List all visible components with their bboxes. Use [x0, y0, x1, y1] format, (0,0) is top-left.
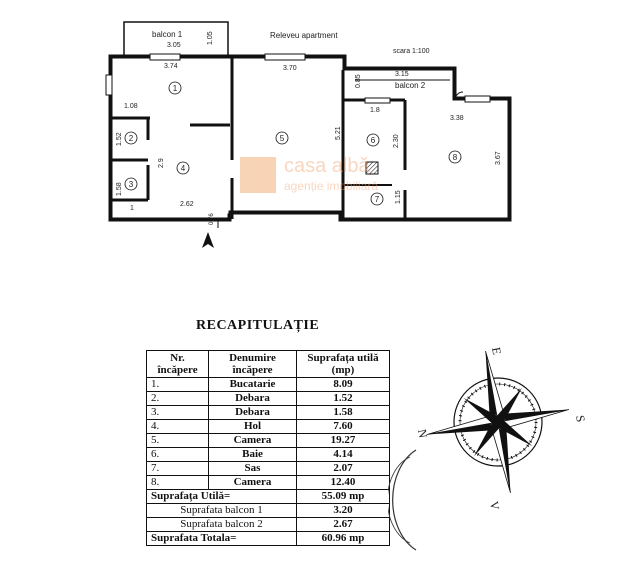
- table-header-row: [147, 351, 390, 378]
- balcony-1-area-value: 3.20: [296, 504, 389, 518]
- dim-label: 1.05: [207, 31, 214, 45]
- dim-label: 3.67: [495, 151, 502, 165]
- room-area: 12.40: [296, 476, 389, 490]
- room-nr: 1.: [147, 378, 209, 392]
- room-number: 4: [180, 164, 186, 173]
- balcony-2-label: balcon 2: [395, 81, 426, 90]
- room-area: 2.07: [296, 462, 389, 476]
- window: [106, 75, 112, 95]
- room-area: 1.58: [296, 406, 389, 420]
- dim-label: 1.08: [124, 103, 138, 110]
- useful-area-label: Suprafața Utilă=: [147, 490, 297, 504]
- compass-rose-icon: [410, 330, 590, 520]
- plan-scale: scara 1:100: [393, 48, 430, 55]
- dim-label: 3.38: [450, 115, 464, 122]
- dim-label: 1.52: [116, 132, 123, 146]
- dim-label: 1.58: [116, 182, 123, 196]
- useful-area-row: [147, 490, 390, 504]
- compass-south-label: S: [573, 414, 588, 424]
- dim-label: 1.15: [395, 190, 402, 204]
- room-area: 7.60: [296, 420, 389, 434]
- room-number: 6: [370, 136, 376, 145]
- balcony-2-row: [147, 518, 390, 532]
- total-area-value: 60.96 mp: [296, 532, 389, 546]
- dim-label: 0.85: [355, 74, 362, 88]
- balcony-1-area-label: Suprafata balcon 1: [147, 504, 297, 518]
- table-row: [147, 378, 390, 392]
- col-header-number: Nr. încăpere: [147, 351, 209, 378]
- compass-north-label: N: [415, 428, 431, 440]
- room-marker: [125, 178, 137, 190]
- dim-label: 2.9: [158, 158, 165, 168]
- watermark-logo: [240, 157, 470, 197]
- room-area: 19.27: [296, 434, 389, 448]
- table-row: [147, 476, 390, 490]
- room-nr: 8.: [147, 476, 209, 490]
- balcony-2-area-value: 2.67: [296, 518, 389, 532]
- table-row: [147, 448, 390, 462]
- room-area: 1.52: [296, 392, 389, 406]
- dim-label: 3.74: [164, 63, 178, 70]
- room-number: 2: [128, 134, 134, 143]
- total-area-row: [147, 532, 390, 546]
- room-marker: [169, 82, 181, 94]
- dim-label: 2.62: [180, 201, 194, 208]
- room-nr: 6.: [147, 448, 209, 462]
- dim-label: 2.30: [393, 134, 400, 148]
- plan-header: Releveu apartment: [270, 31, 338, 40]
- col-header-name: Denumire încăpere: [209, 351, 297, 378]
- window: [150, 54, 180, 60]
- dim-label: 5.21: [335, 126, 342, 140]
- dim-label: 3.15: [395, 71, 409, 78]
- balcony-1-row: [147, 504, 390, 518]
- room-nr: 5.: [147, 434, 209, 448]
- recap-title: RECAPITULAȚIE: [196, 318, 320, 333]
- room-name: Sas: [209, 462, 297, 476]
- useful-area-value: 55.09 mp: [296, 490, 389, 504]
- room-name: Camera: [209, 476, 297, 490]
- dim-label: 1.8: [370, 107, 380, 114]
- table-row: [147, 392, 390, 406]
- dim-label: 0.76: [209, 213, 215, 225]
- room-number: 7: [374, 195, 380, 204]
- window: [265, 54, 305, 60]
- room-number: 3: [128, 180, 134, 189]
- table-row: [147, 462, 390, 476]
- watermark-tagline: agenție imobiliară: [284, 179, 379, 193]
- room-nr: 7.: [147, 462, 209, 476]
- recap-table: [146, 350, 390, 546]
- window: [365, 98, 390, 103]
- compass-west-label: V: [487, 500, 503, 512]
- dim-label: 3.70: [283, 65, 297, 72]
- room-area: 8.09: [296, 378, 389, 392]
- table-row: [147, 434, 390, 448]
- balcony-2-area-label: Suprafata balcon 2: [147, 518, 297, 532]
- house-logo-icon: [240, 157, 276, 193]
- room-name: Baie: [209, 448, 297, 462]
- balcony-1-label: balcon 1: [152, 30, 183, 39]
- table-row: [147, 420, 390, 434]
- total-area-label: Suprafata Totala=: [147, 532, 297, 546]
- entrance-arrow-icon: [202, 232, 214, 248]
- room-number: 5: [279, 134, 285, 143]
- room-marker: [367, 134, 379, 146]
- room-marker: [276, 132, 288, 144]
- table-row: [147, 406, 390, 420]
- room-name: Bucatarie: [209, 378, 297, 392]
- compass-east-label: E: [489, 346, 505, 356]
- dim-label: 1: [130, 205, 134, 212]
- room-nr: 2.: [147, 392, 209, 406]
- room-name: Debara: [209, 392, 297, 406]
- room-nr: 4.: [147, 420, 209, 434]
- room-name: Camera: [209, 434, 297, 448]
- room-area: 4.14: [296, 448, 389, 462]
- room-name: Debara: [209, 406, 297, 420]
- room-nr: 3.: [147, 406, 209, 420]
- col-header-area: Suprafața utilă (mp): [296, 351, 389, 378]
- dim-label: 3.05: [167, 42, 181, 49]
- room-name: Hol: [209, 420, 297, 434]
- room-number: 1: [172, 84, 178, 93]
- room-marker: [125, 132, 137, 144]
- room-marker: [177, 162, 189, 174]
- window: [465, 96, 490, 102]
- room-number: 8: [452, 153, 458, 162]
- watermark-brand: casa albă: [284, 155, 370, 177]
